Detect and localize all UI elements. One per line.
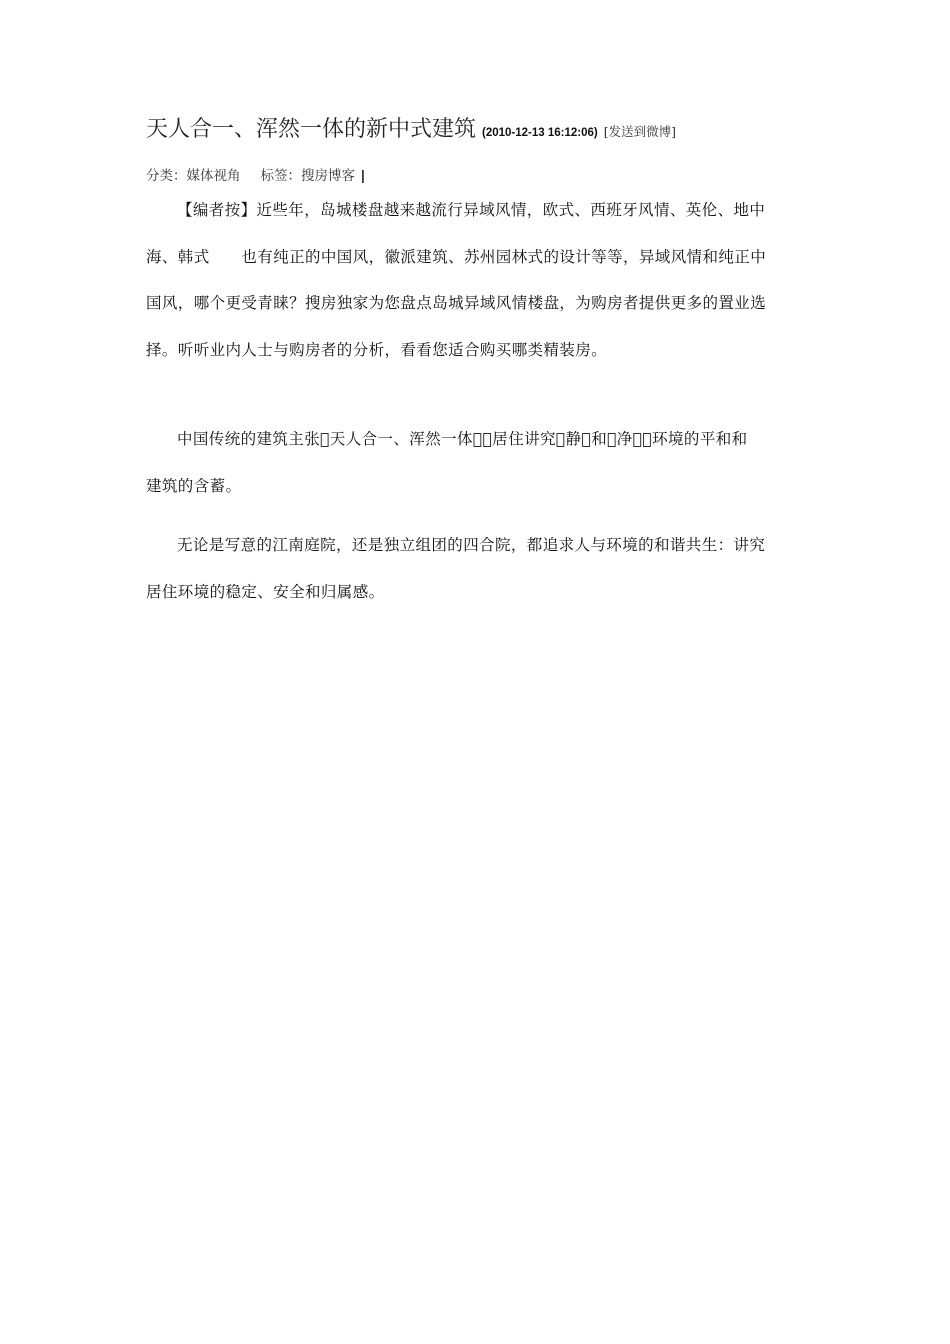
- editor-note-paragraph: [146, 187, 806, 373]
- send-to-weibo-link[interactable]: [发送到微博]: [603, 124, 676, 139]
- body-paragraph: [146, 416, 806, 509]
- paragraph-line: 【编者按】近些年，岛城楼盘越来越流行异域风情，欧式、西班牙风情、英伦、地中: [177, 201, 766, 219]
- paragraph-line: 海、韩式 也有纯正的中国风，徽派建筑、苏州园林式的设计等等，异域风情和纯正中: [146, 247, 767, 266]
- category-link[interactable]: 媒体视角: [186, 168, 241, 184]
- paragraph-line: 无论是写意的江南庭院，还是独立组团的四合院，都追求人与环境的和谐共生：讲究: [177, 536, 766, 554]
- article-header: [146, 112, 676, 143]
- article-meta: [146, 164, 365, 184]
- article-title: 天人合一、浑然一体的新中式建筑: [146, 117, 477, 142]
- tag-link[interactable]: 搜房博客: [301, 168, 355, 184]
- paragraph-line: 居住环境的稳定、安全和归属感。: [146, 582, 385, 601]
- body-paragraph: [146, 522, 806, 615]
- category-label: 分类：: [146, 168, 187, 184]
- paragraph-line: 建筑的含蓄。: [146, 476, 242, 495]
- post-timestamp: (2010-12-13 16:12:06): [482, 127, 598, 139]
- paragraph-line: 择。听听业内人士与购房者的分析，看看您适合购买哪类精装房。: [146, 340, 608, 359]
- paragraph-line: 国风，哪个更受青睐？搜房独家为您盘点岛城异域风情楼盘，为购房者提供更多的置业选: [146, 294, 767, 312]
- meta-separator: |: [361, 168, 365, 183]
- tags-label: 标签：: [260, 168, 301, 184]
- paragraph-line: 中国传统的建筑主张􀀀天人合一、浑然一体􀀀，居住讲究􀀀静􀀀和􀀀净􀀀，环境的平和和: [177, 430, 748, 448]
